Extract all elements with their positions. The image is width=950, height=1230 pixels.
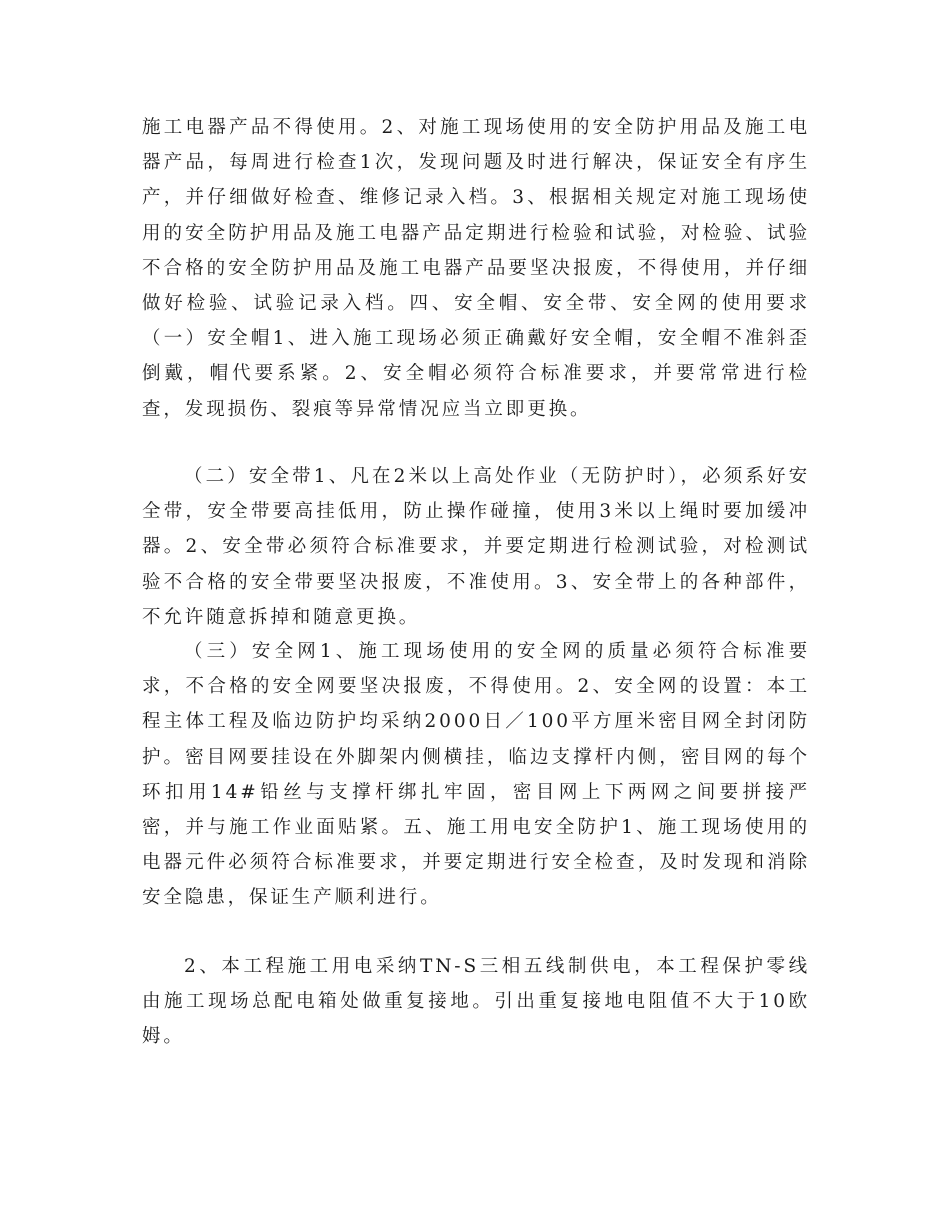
paragraph-3: （三）安全网1、施工现场使用的安全网的质量必须符合标准要求，不合格的安全网要坚决报废，不得使用。2、安全网的设置：本工程主体工程及临边防护均采纳2000日／100平方厘米密目网全封闭防护。密目网要挂设在外脚架内侧横挂，临边支撑杆内侧，密目网的每个环扣用14#铅丝与支撑杆绑扎牢固，密目网上下两网之间要拼接严密，并与施工作业面贴紧。五、施工用电安全防护1、施工现场使用的电器元件必须符合标准要求，并要定期进行安全检查，及时发现和消除安全隐患，保证生产顺利进行。 — [142, 641, 810, 909]
paragraph-4: 2、本工程施工用电采纳TN-S三相五线制供电，本工程保护零线由施工现场总配电箱处做重复接地。引出重复接地电阻值不大于10欧姆。 — [142, 956, 810, 1048]
paragraph-1: 施工电器产品不得使用。2、对施工现场使用的安全防护用品及施工电器产品，每周进行检查1次，发现问题及时进行解决，保证安全有序生产，并仔细做好检查、维修记录入档。3、根据相关规定对施工现场使用的安全防护用品及施工电器产品定期进行检验和试验，对检验、试验不合格的安全防护用品及施工电器产品要坚决报废，不得使用，并仔细做好检验、试验记录入档。四、安全帽、安全带、安全网的使用要求 （一）安全帽1、进入施工现场必须正确戴好安全帽，安全帽不准斜歪倒戴，帽代要系紧。2、安全帽必须符合标准要求，并要常常进行检查，发现损伤、裂痕等异常情况应当立即更换。 — [142, 117, 810, 420]
paragraph-2: （二）安全带1、凡在2米以上高处作业（无防护时），必须系好安全带，安全带要高挂低用，防止操作碰撞，使用3米以上绳时要加缓冲器。2、安全带必须符合标准要求，并要定期进行检测试验，对检测试验不合格的安全带要坚决报废，不准使用。3、安全带上的各种部件，不允许随意拆掉和随意更换。 — [142, 466, 810, 628]
